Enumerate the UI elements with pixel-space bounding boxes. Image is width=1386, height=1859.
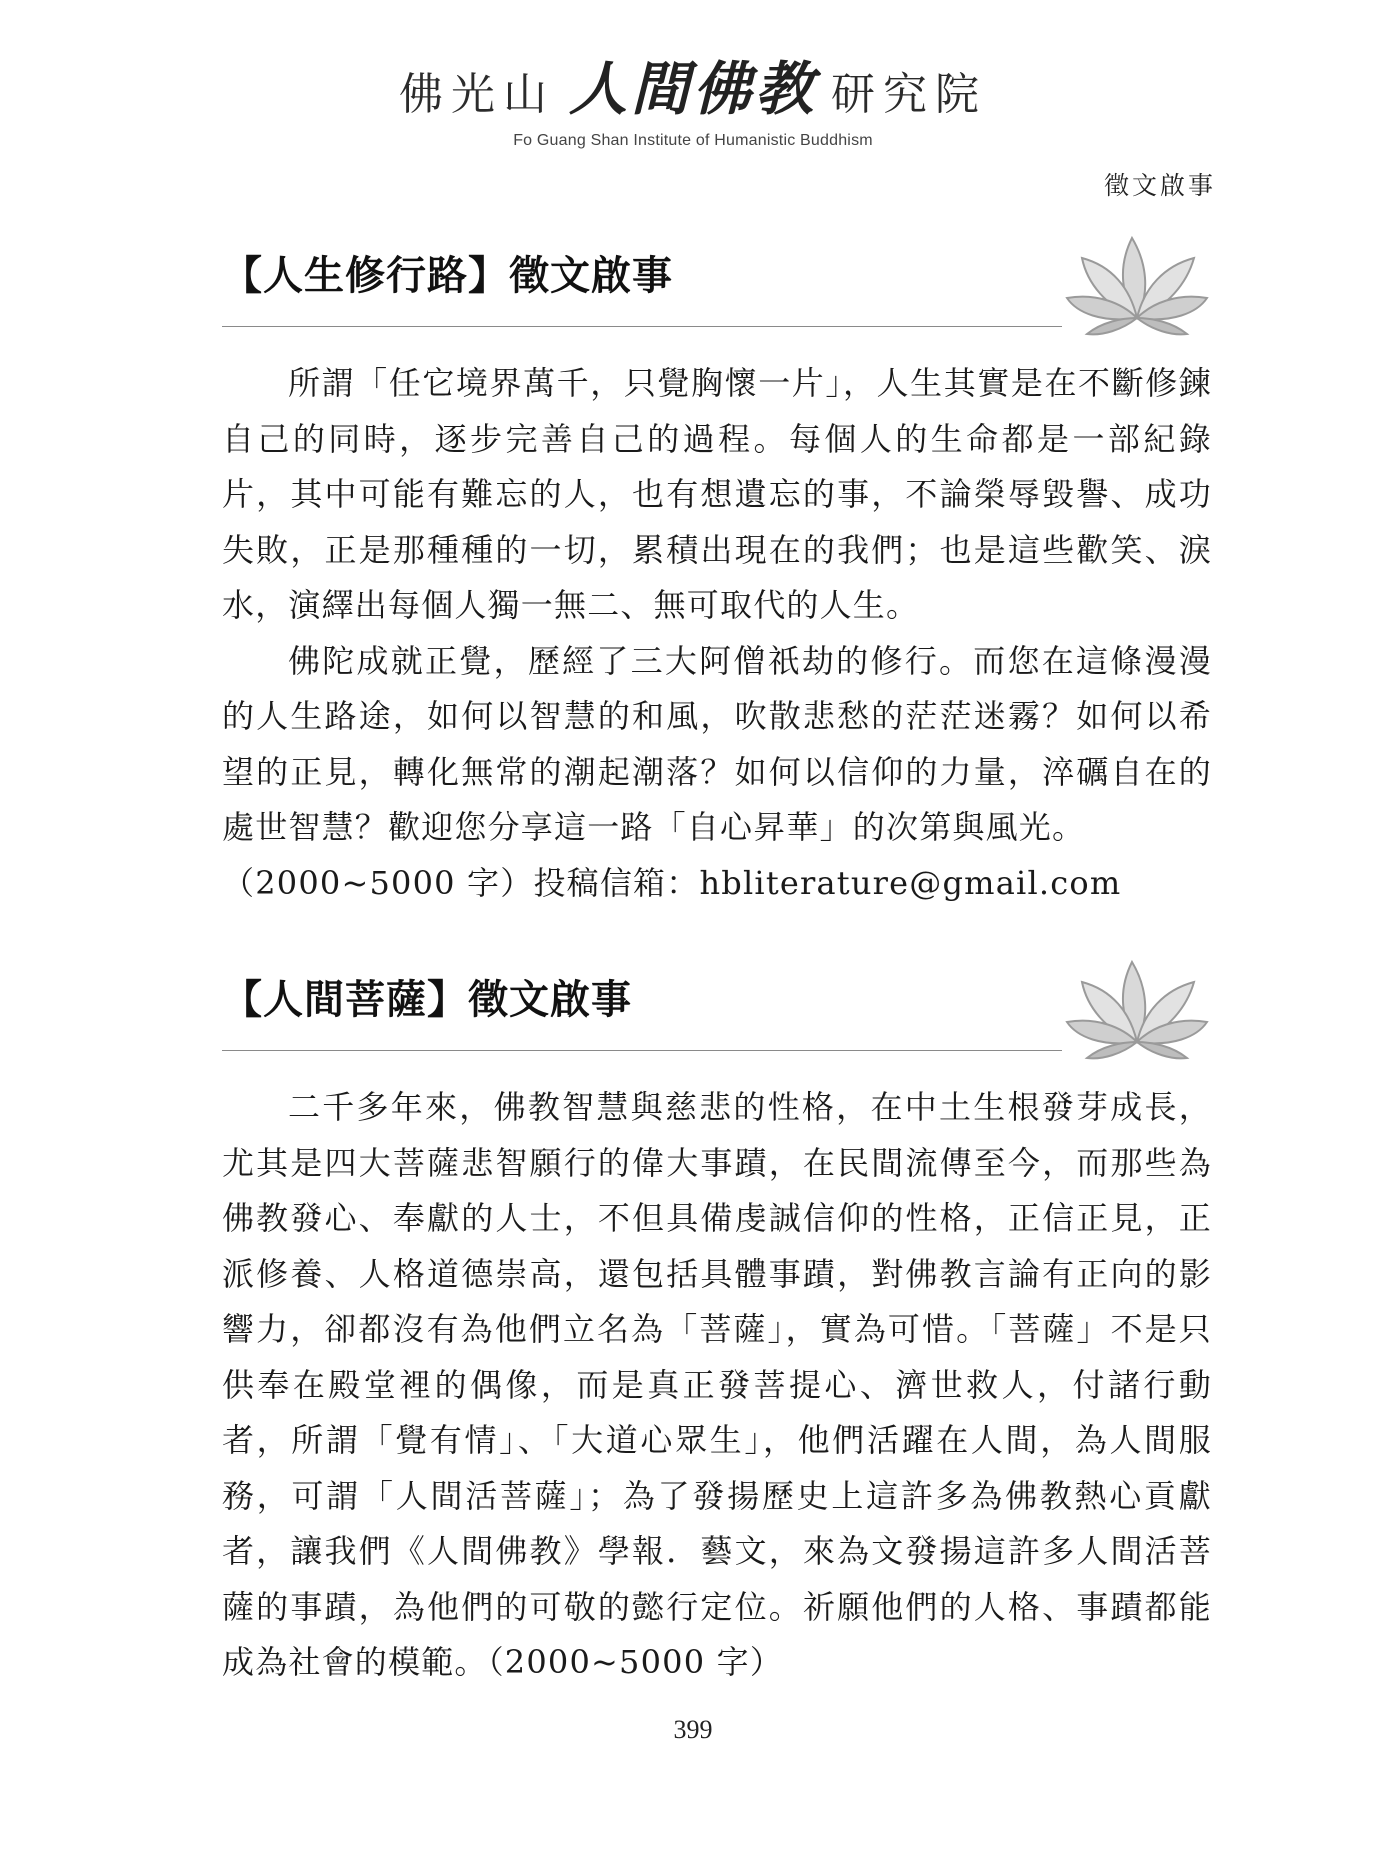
- institute-logo: [0, 42, 1386, 126]
- logo-right-text: 研究院: [831, 69, 987, 120]
- section-1-submission-note: （2000~5000 字）投稿信箱：hbliterature@gmail.com: [222, 863, 1122, 902]
- page-number: 399: [673, 1715, 713, 1744]
- section-2: [222, 970, 1212, 1681]
- section-1-title: 【人生修行路】徵文啟事: [222, 253, 673, 299]
- section-2-title: 【人間菩薩】徵文啟事: [222, 977, 632, 1023]
- lotus-flower-icon: [1062, 942, 1212, 1062]
- section-1-paragraph-1: 所謂「任它境界萬千，只覺胸懷一片」，人生其實是在不斷修鍊自己的同時，逐步完善自己的過程。每個人的生命都是一部紀錄片，其中可能有難忘的人，也有想遺忘的事，不論榮辱毀譽、成功失敗，正是那種種的一切，累積出現在的我們；也是這些歡笑、淚水，演繹出每個人獨一無二、無可取代的人生。: [222, 364, 1212, 624]
- section-2-paragraph-1: 二千多年來，佛教智慧與慈悲的性格，在中土生根發芽成長，尤其是四大菩薩悲智願行的偉大事蹟，在民間流傳至今，而那些為佛教發心、奉獻的人士，不但具備虔誠信仰的性格，正信正見，正派修養、人格道德崇高，還包括具體事蹟，對佛教言論有正向的影響力，卻都沒有為他們立名為「菩薩」，實為可惜。「菩薩」不是只供奉在殿堂裡的偶像，而是真正發菩提心、濟世救人，付諸行動者，所謂「覺有情」、「大道心眾生」，他們活躍在人間，為人間服務，可謂「人間活菩薩」；為了發揚歷史上這許多為佛教熱心貢獻者，讓我們《人間佛教》學報．藝文，來為文發揚這許多人間活菩薩的事蹟，為他們的可敬的懿行定位。祈願他們的人格、事蹟都能成為社會的模範。（2000~5000 字）: [222, 1088, 1212, 1681]
- section-1-paragraph-2: 佛陀成就正覺，歷經了三大阿僧祇劫的修行。而您在這條漫漫的人生路途，如何以智慧的和風，吹散悲愁的茫茫迷霧？如何以希望的正見，轉化無常的潮起潮落？如何以信仰的力量，淬礪自在的處世智慧？歡迎您分享這一路「自心昇華」的次第與風光。: [222, 641, 1212, 846]
- lotus-flower-icon: [1062, 218, 1212, 338]
- running-head: 徵文啟事: [1103, 171, 1216, 200]
- page-header: [0, 42, 1386, 150]
- logo-left-text: 佛光山: [398, 69, 555, 120]
- logo-center-text: 人間佛教: [568, 55, 817, 123]
- section-1: [222, 246, 1212, 902]
- section-1-rule: [222, 326, 1062, 327]
- logo-subtitle: Fo Guang Shan Institute of Humanistic Buddhism: [513, 132, 873, 149]
- section-2-rule: [222, 1050, 1062, 1051]
